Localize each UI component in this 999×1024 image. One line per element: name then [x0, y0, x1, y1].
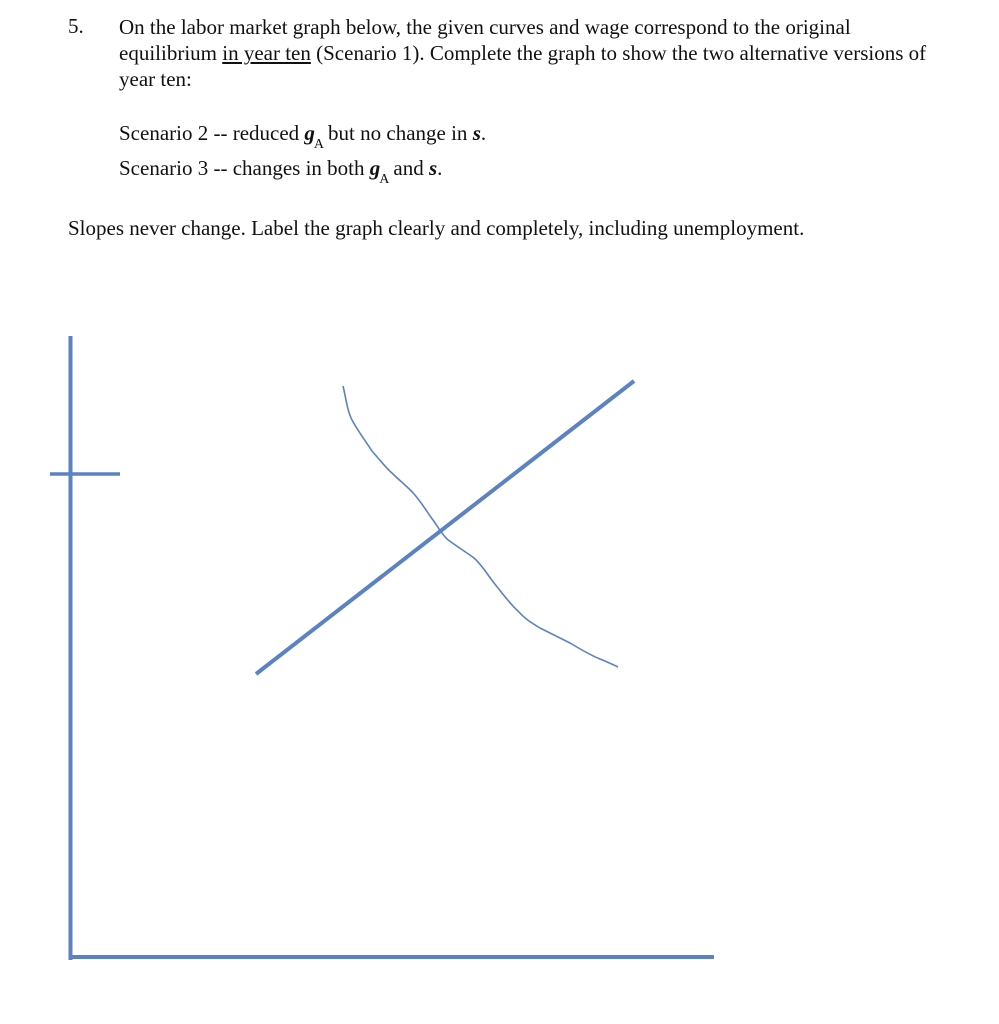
- scenario-2-symbol-s: s: [472, 121, 481, 145]
- demand-curve: [343, 386, 618, 667]
- supply-curve: [256, 381, 634, 674]
- scenario-2-mid: but no change in: [328, 121, 473, 145]
- question-text-underlined: in year ten: [222, 41, 311, 65]
- scenario-3-mid: and: [393, 156, 429, 180]
- scenario-2-lead: Scenario 2 -- reduced: [119, 121, 305, 145]
- scenario-3-lead: Scenario 3 -- changes in both: [119, 156, 370, 180]
- question-text-part1: On the labor market graph below, the given curves and wage correspond to the original equilibrium: [119, 15, 851, 65]
- scenario-3-symbol-s: s: [428, 156, 438, 180]
- scenario-2-subscript-a: A: [313, 137, 325, 152]
- scenario-2-tail: .: [480, 121, 487, 145]
- question-text-part2: (Scenario 1). Complete the graph to show the two alternative versions of year ten:: [119, 41, 927, 91]
- scenario-3-subscript-a: A: [379, 172, 390, 187]
- scenario-2-symbol-g: g: [304, 121, 315, 145]
- instructions: Slopes never change. Label the graph clearly and completely, including unemployment.: [68, 216, 805, 240]
- scenario-3-tail: .: [437, 156, 443, 180]
- question-number: 5.: [68, 14, 84, 38]
- scenario-3-symbol-g: g: [369, 156, 381, 180]
